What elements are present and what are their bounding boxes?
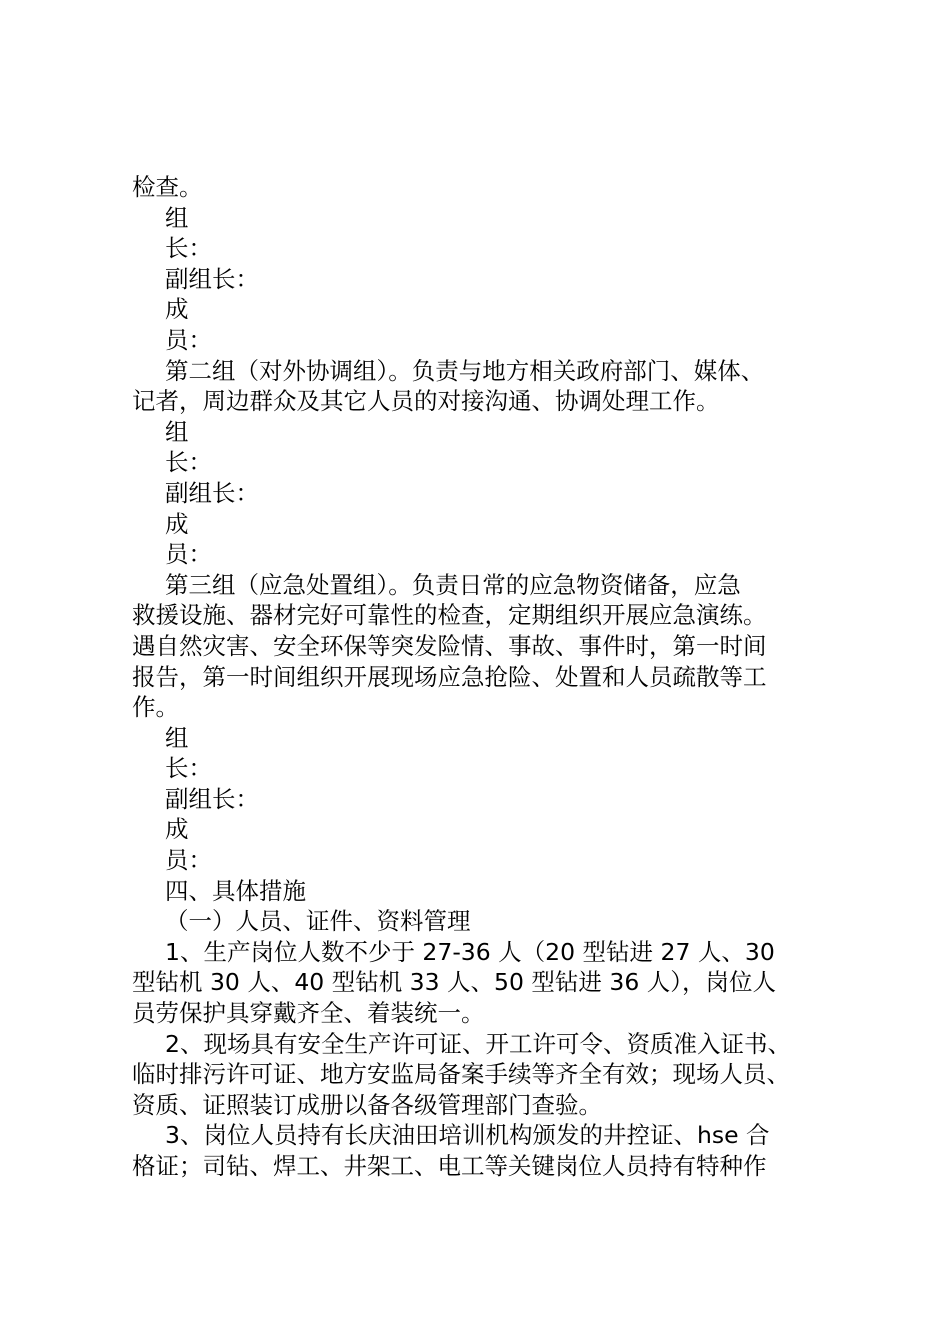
text-line: 第二组（对外协调组）。负责与地方相关政府部门、媒体、: [165, 356, 765, 385]
text-line: 救援设施、器材完好可靠性的检查，定期组织开展应急演练。: [132, 601, 767, 630]
text-line: 第三组（应急处置组）。负责日常的应急物资储备，应急: [165, 570, 741, 599]
text-line: 型钻机 30 人、40 型钻机 33 人、50 型钻进 36 人），岗位人: [132, 968, 777, 997]
text-line: 员劳保护具穿戴齐全、着装统一。: [132, 999, 485, 1028]
text-line: 1、生产岗位人数不少于 27-36 人（20 型钻进 27 人、30: [165, 937, 775, 966]
section-heading: 四、具体措施: [165, 876, 306, 905]
text-line: 格证；司钻、焊工、井架工、电工等关键岗位人员持有特种作: [132, 1152, 767, 1180]
text-line: 成: [165, 509, 189, 538]
text-line: 员：: [165, 325, 212, 354]
text-line: 遇自然灾害、安全环保等突发险情、事故、事件时，第一时间: [132, 631, 767, 660]
text-line: 报告，第一时间组织开展现场应急抢险、处置和人员疏散等工: [132, 662, 767, 691]
text-line: 2、现场具有安全生产许可证、开工许可令、资质准入证书、: [165, 1029, 791, 1058]
text-line: 临时排污许可证、地方安监局备案手续等齐全有效；现场人员、: [132, 1060, 790, 1089]
text-line: 成: [165, 295, 189, 324]
text-line: 副组长：: [165, 264, 259, 293]
text-line: 组: [165, 417, 189, 446]
text-line: 3、岗位人员持有长庆油田培训机构颁发的井控证、hse 合: [165, 1121, 770, 1150]
text-line: 作。: [132, 693, 179, 722]
text-line: 长：: [165, 234, 212, 263]
document-body: [132, 172, 832, 1182]
text-line: 组: [165, 203, 189, 232]
text-line: 组: [165, 723, 189, 752]
text-line: 长：: [165, 448, 212, 477]
text-line: 副组长：: [165, 784, 259, 813]
subsection-heading: （一）人员、证件、资料管理: [165, 907, 471, 936]
text-line: 成: [165, 815, 189, 844]
text-line: 记者，周边群众及其它人员的对接沟通、协调处理工作。: [132, 387, 720, 416]
text-line: 长：: [165, 754, 212, 783]
text-line: 员：: [165, 846, 212, 875]
text-line: 员：: [165, 540, 212, 569]
text-line: 副组长：: [165, 478, 259, 507]
text-line: 资质、证照装订成册以备各级管理部门查验。: [132, 1090, 602, 1119]
text-line: 检查。: [132, 173, 203, 201]
